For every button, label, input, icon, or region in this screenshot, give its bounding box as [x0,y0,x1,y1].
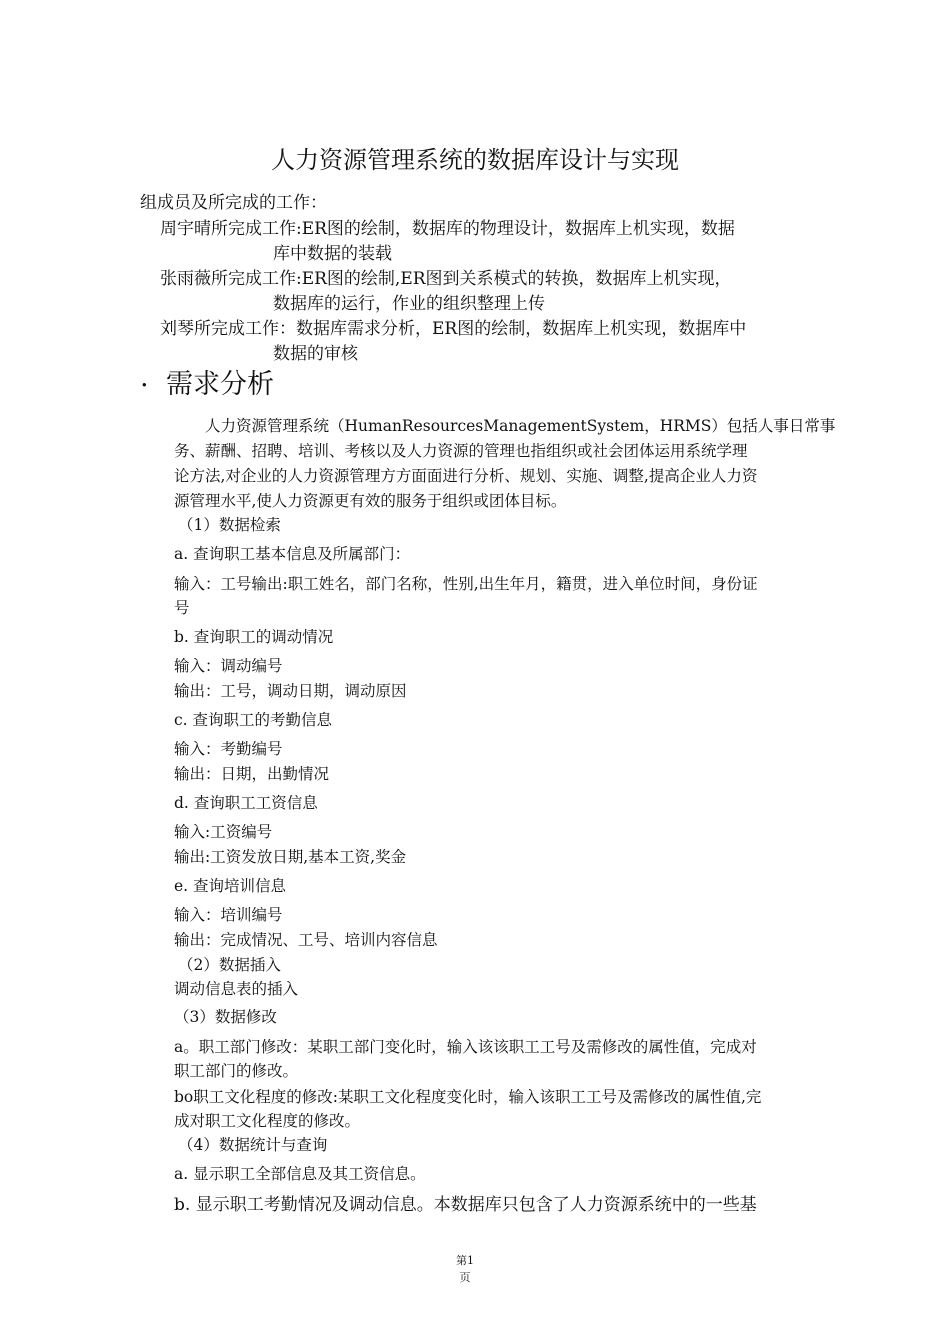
page-number [445,1252,485,1286]
query-d-output: 输出:工资发放日期,基本工资,奖金 [174,848,407,866]
query-b-input: 输入：调动编号 [174,657,283,675]
query-c-output: 输出：日期，出勤情况 [174,765,330,783]
member-1-line-2: 库中数据的装载 [273,244,392,264]
query-d-title: d. 查询职工工资信息 [174,794,318,812]
retrieval-heading: （1）数据检索 [178,516,281,534]
modify-b-line-2: 成对职工文化程度的修改。 [174,1112,361,1130]
insert-heading: （2）数据插入 [178,956,281,974]
query-a-title: a. 查询职工基本信息及所属部门： [174,545,411,563]
query-c-input: 输入：考勤编号 [174,740,283,758]
stats-b: b. 显示职工考勤情况及调动信息。本数据库只包含了人力资源系统中的一些基 [174,1195,757,1215]
intro-line-1: 人力资源管理系统（HumanResourcesManagementSystem，HRMS）包括人事日常事 [205,417,836,435]
member-2-line-1: 张雨薇所完成工作:ER图的绘制,ER图到关系模式的转换，数据库上机实现， [160,269,732,289]
query-b-title: b. 查询职工的调动情况 [174,628,334,646]
section-heading: 需求分析 [166,369,274,400]
insert-text: 调动信息表的插入 [174,980,299,998]
page-title: 人力资源管理系统的数据库设计与实现 [271,146,679,174]
page-number-line-1: 第1 [456,1254,474,1267]
member-2-line-2: 数据库的运行，作业的组织整理上传 [273,294,545,314]
member-1-line-1: 周宇晴所完成工作:ER图的绘制，数据库的物理设计，数据库上机实现，数据 [160,219,735,239]
members-heading: 组成员及所完成的工作： [140,193,327,213]
modify-a-line-1: a。职工部门修改：某职工部门变化时，输入该该职工工号及需修改的属性值，完成对 [174,1038,757,1056]
member-3-line-1: 刘琴所完成工作：数据库需求分析，ER图的绘制，数据库上机实现，数据库中 [160,319,747,339]
query-a-io-line-1: 输入：工号输出:职工姓名，部门名称，性别,出生年月，籍贯，进入单位时间，身份证 [174,575,758,593]
intro-line-4: 源管理水平,使人力资源更有效的服务于组织或团体目标。 [174,492,567,510]
query-b-output: 输出：工号，调动日期，调动原因 [174,682,407,700]
stats-heading: （4）数据统计与查询 [178,1136,328,1154]
intro-line-2: 务、薪酬、招聘、培训、考核以及人力资源的管理也指组织或社会团体运用系统学理 [174,442,748,460]
query-e-input: 输入：培训编号 [174,906,283,924]
query-c-title: c. 查询职工的考勤信息 [174,711,333,729]
modify-b-line-1: bo职工文化程度的修改:某职工文化程度变化时，输入该职工工号及需修改的属性值,完 [174,1088,762,1106]
stats-a: a. 显示职工全部信息及其工资信息。 [174,1165,426,1183]
query-d-input: 输入:工资编号 [174,823,273,841]
modify-a-line-2: 职工部门的修改。 [174,1062,299,1080]
section-bullet: . [140,362,149,393]
intro-line-3: 论方法,对企业的人力资源管理方方面面进行分析、规划、实施、调整,提高企业人力资 [174,467,758,485]
query-e-title: e. 查询培训信息 [174,877,287,895]
query-e-output: 输出：完成情况、工号、培训内容信息 [174,931,438,949]
query-a-io-line-2: 号 [174,599,190,617]
modify-heading: （3）数据修改 [174,1008,277,1026]
page-number-line-2: 页 [459,1271,471,1284]
member-3-line-2: 数据的审核 [273,344,358,364]
